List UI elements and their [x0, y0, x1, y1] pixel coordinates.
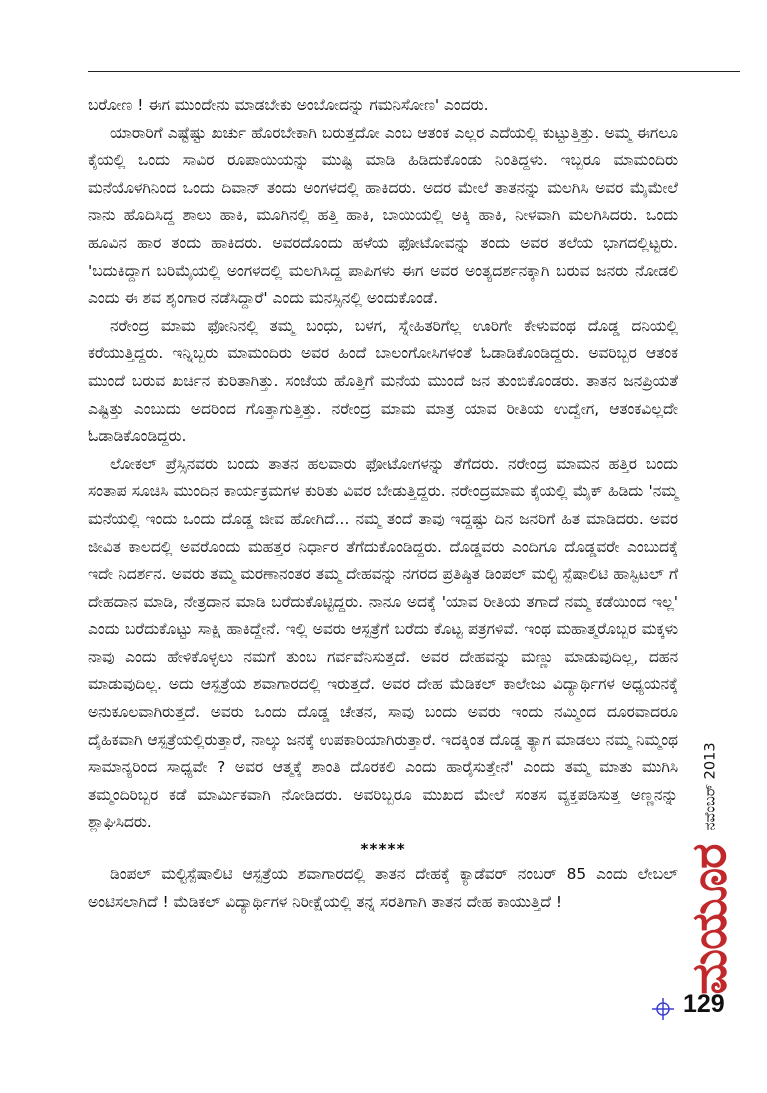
- crosshair-icon: [652, 998, 674, 1020]
- paragraph: ನರೇಂದ್ರ ಮಾಮ ಫೋನಿನಲ್ಲಿ ತಮ್ಮ ಬಂಧು, ಬಳಗ, ಸ್ನೇಹಿತರಿಗೆಲ್ಲ ಊರಿಗೇ ಕೇಳುವಂಥ ದೊಡ್ಡ ದನಿಯಲ್ಲಿ ಕರೆಯುತ್ತಿದ್ದರು. ಇನ್ನಿಬ್ಬರು ಮಾಮಂದಿರು ಅವರ ಹಿಂದೆ ಬಾಲಂಗೋಸಿಗಳಂತೆ ಓಡಾಡಿಕೊಂಡಿದ್ದರು. ಅವರಿಬ್ಬರ ಆತಂಕ ಮುಂದೆ ಬರುವ ಖರ್ಚಿನ ಕುರಿತಾಗಿತ್ತು. ಸಂಜೆಯ ಹೊತ್ತಿಗೆ ಮನೆಯ ಮುಂದೆ ಜನ ತುಂಬಿಕೊಂಡರು. ತಾತನ ಜನಪ್ರಿಯತೆ ಎಷ್ಟಿತ್ತು ಎಂಬುದು ಅದರಿಂದ ಗೊತ್ತಾಗುತ್ತಿತ್ತು. ನರೇಂದ್ರ ಮಾಮ ಮಾತ್ರ ಯಾವ ರೀತಿಯ ಉದ್ವೇಗ, ಆತಂಕವಿಲ್ಲದೇ ಓಡಾಡಿಕೊಂಡಿದ್ದರು.: [88, 316, 678, 446]
- paragraph: ಬರೋಣ ! ಈಗ ಮುಂದೇನು ಮಾಡಬೇಕು ಅಂಬೋದನ್ನು ಗಮನಿಸೋಣ' ಎಂದರು.: [88, 96, 489, 114]
- top-rule: [88, 71, 740, 72]
- closing-paragraph: ಡಿಂಪಲ್ ಮಲ್ಟಿಸ್ಪೆಷಾಲಿಟಿ ಆಸ್ಪತ್ರೆಯ ಶವಾಗಾರದಲ್ಲಿ ತಾತನ ದೇಹಕ್ಕೆ ಕ್ಯಾಡೆವರ್ ನಂಬರ್ 85 ಎಂದು ಲೇಬಲ್ ಅಂಟಿಸಲಾಗಿದೆ ! ಮೆಡಿಕಲ್ ವಿದ್ಯಾರ್ಥಿಗಳ ನಿರೀಕ್ಷೆಯಲ್ಲಿ ತನ್ನ ಸರತಿಗಾಗಿ ತಾತನ ದೇಹ ಕಾಯುತ್ತಿದೆ !: [88, 865, 678, 911]
- magazine-title: ಮಯೂರ: [681, 844, 738, 995]
- page-number: 129: [683, 990, 725, 1018]
- paragraph: ಯಾರಾರಿಗೆ ಎಷ್ಟೆಷ್ಟು ಖರ್ಚು ಹೊರಬೇಕಾಗಿ ಬರುತ್ತದೋ ಎಂಬ ಆತಂಕ ಎಲ್ಲರ ಎದೆಯಲ್ಲಿ ಕುಟ್ಟುತ್ತಿತ್ತು. ಅಮ್ಮ ಈಗಲೂ ಕೈಯಲ್ಲಿ ಒಂದು ಸಾವಿರ ರೂಪಾಯಿಯನ್ನು ಮುಷ್ಟಿ ಮಾಡಿ ಹಿಡಿದುಕೊಂಡು ನಿಂತಿದ್ದಳು. ಇಬ್ಬರೂ ಮಾಮಂದಿರು ಮನೆಯೊಳಗಿನಿಂದ ಒಂದು ದಿವಾನ್ ತಂದು ಅಂಗಳದಲ್ಲಿ ಹಾಕಿದರು. ಅದರ ಮೇಲೆ ತಾತನನ್ನು ಮಲಗಿಸಿ ಅವರ ಮೈಮೇಲೆ ನಾನು ಹೊದಿಸಿದ್ದ ಶಾಲು ಹಾಕಿ, ಮೂಗಿನಲ್ಲಿ ಹತ್ತಿ ಹಾಕಿ, ಬಾಯಿಯಲ್ಲಿ ಅಕ್ಕಿ ಹಾಕಿ, ನೀಳವಾಗಿ ಮಲಗಿಸಿದರು. ಒಂದು ಹೂವಿನ ಹಾರ ತಂದು ಹಾಕಿದರು. ಅವರದೊಂದು ಹಳೆಯ ಫೋಟೋವನ್ನು ತಂದು ಅವರ ತಲೆಯ ಭಾಗದಲ್ಲಿಟ್ಟರು. 'ಬದುಕಿದ್ದಾಗ ಬರಿಮೈಯಲ್ಲಿ ಅಂಗಳದಲ್ಲಿ ಮಲಗಿಸಿದ್ದ ಪಾಪಿಗಳು ಈಗ ಅವರ ಅಂತ್ಯದರ್ಶನಕ್ಕಾಗಿ ಬರುವ ಜನರು ನೋಡಲಿ ಎಂದು ಈ ಶವ ಶೃಂಗಾರ ನಡೆಸಿದ್ದಾರೆ' ಎಂದು ಮನಸ್ಸಿನಲ್ಲಿ ಅಂದುಕೊಂಡೆ.: [88, 123, 678, 308]
- article-body: [88, 92, 678, 916]
- magazine-sidebar-label: [681, 741, 738, 995]
- paragraph: ಲೋಕಲ್ ಪ್ರೆಸ್ಸಿನವರು ಬಂದು ತಾತನ ಹಲವಾರು ಫೋಟೋಗಳನ್ನು ತೆಗೆದರು. ನರೇಂದ್ರ ಮಾಮನ ಹತ್ತಿರ ಬಂದು ಸಂತಾಪ ಸೂಚಿಸಿ ಮುಂದಿನ ಕಾರ್ಯಕ್ರಮಗಳ ಕುರಿತು ವಿವರ ಬೇಡುತ್ತಿದ್ದರು. ನರೇಂದ್ರಮಾಮ ಕೈಯಲ್ಲಿ ಮೈಕ್ ಹಿಡಿದು 'ನಮ್ಮ ಮನೆಯಲ್ಲಿ ಇಂದು ಒಂದು ದೊಡ್ಡ ಜೀವ ಹೋಗಿದೆ... ನಮ್ಮ ತಂದೆ ತಾವು ಇದ್ದಷ್ಟು ದಿನ ಜನರಿಗೆ ಹಿತ ಮಾಡಿದರು. ಅವರ ಜೀವಿತ ಕಾಲದಲ್ಲಿ ಅವರೊಂದು ಮಹತ್ತರ ನಿರ್ಧಾರ ತೆಗೆದುಕೊಂಡಿದ್ದರು. ದೊಡ್ಡವರು ಎಂದಿಗೂ ದೊಡ್ಡವರೇ ಎಂಬುದಕ್ಕೆ ಇದೇ ನಿದರ್ಶನ. ಅವರು ತಮ್ಮ ಮರಣಾನಂತರ ತಮ್ಮ ದೇಹವನ್ನು ನಗರದ ಪ್ರತಿಷ್ಠಿತ ಡಿಂಪಲ್ ಮಲ್ಟಿ ಸ್ಪೆಷಾಲಿಟಿ ಹಾಸ್ಪಿಟಲ್ ಗೆ ದೇಹದಾನ ಮಾಡಿ, ನೇತ್ರದಾನ ಮಾಡಿ ಬರೆದುಕೊಟ್ಟಿದ್ದರು. ನಾನೂ ಅದಕ್ಕೆ 'ಯಾವ ರೀತಿಯ ತಗಾದೆ ನಮ್ಮ ಕಡೆಯಿಂದ ಇಲ್ಲ' ಎಂದು ಬರೆದುಕೊಟ್ಟು ಸಾಕ್ಷಿ ಹಾಕಿದ್ದೇನೆ. ಇಲ್ಲಿ ಅವರು ಆಸ್ಪತ್ರೆಗೆ ಬರೆದು ಕೊಟ್ಟ ಪತ್ರಗಳಿವೆ. ಇಂಥ ಮಹಾತ್ಮರೊಬ್ಬರ ಮಕ್ಕಳು ನಾವು ಎಂದು ಹೇಳಿಕೊಳ್ಳಲು ನಮಗೆ ತುಂಬ ಗರ್ವವೆನಿಸುತ್ತದೆ. ಅವರ ದೇಹವನ್ನು ಮಣ್ಣು ಮಾಡುವುದಿಲ್ಲ, ದಹನ ಮಾಡುವುದಿಲ್ಲ. ಅದು ಆಸ್ಪತ್ರೆಯ ಶವಾಗಾರದಲ್ಲಿ ಇರುತ್ತದೆ. ಅವರ ದೇಹ ಮೆಡಿಕಲ್ ಕಾಲೇಜು ವಿದ್ಯಾರ್ಥಿಗಳ ಅಧ್ಯಯನಕ್ಕೆ ಅನುಕೂಲವಾಗಿರುತ್ತದೆ. ಅವರು ಒಂದು ದೊಡ್ಡ ಚೇತನ, ಸಾವು ಬಂದು ಅವರು ಇಂದು ನಮ್ಮಿಂದ ದೂರವಾದರೂ ದೈಹಿಕವಾಗಿ ಆಸ್ಪತ್ರೆಯಲ್ಲಿರುತ್ತಾರೆ, ನಾಲ್ಕು ಜನಕ್ಕೆ ಉಪಕಾರಿಯಾಗಿರುತ್ತಾರೆ. ಇದಕ್ಕಿಂತ ದೊಡ್ಡ ತ್ಯಾಗ ಮಾಡಲು ನಮ್ಮ ನಿಮ್ಮಂಥ ಸಾಮಾನ್ಯರಿಂದ ಸಾಧ್ಯವೇ ? ಅವರ ಆತ್ಮಕ್ಕೆ ಶಾಂತಿ ದೊರಕಲಿ ಎಂದು ಹಾರೈಸುತ್ತೇನೆ' ಎಂದು ತಮ್ಮ ಮಾತು ಮುಗಿಸಿ ತಮ್ಮಂದಿರಿಬ್ಬರ ಕಡೆ ಮಾರ್ಮಿಕವಾಗಿ ನೋಡಿದರು. ಅವರಿಬ್ಬರೂ ಮುಖದ ಮೇಲೆ ಸಂತಸ ವ್ಯಕ್ತಪಡಿಸುತ್ತ ಅಣ್ಣನನ್ನು ಶ್ಲಾಘಿಸಿದರು.: [88, 454, 678, 832]
- issue-date: ನವೆಂಬರ್ 2013: [702, 741, 718, 830]
- section-separator: *****: [360, 840, 406, 859]
